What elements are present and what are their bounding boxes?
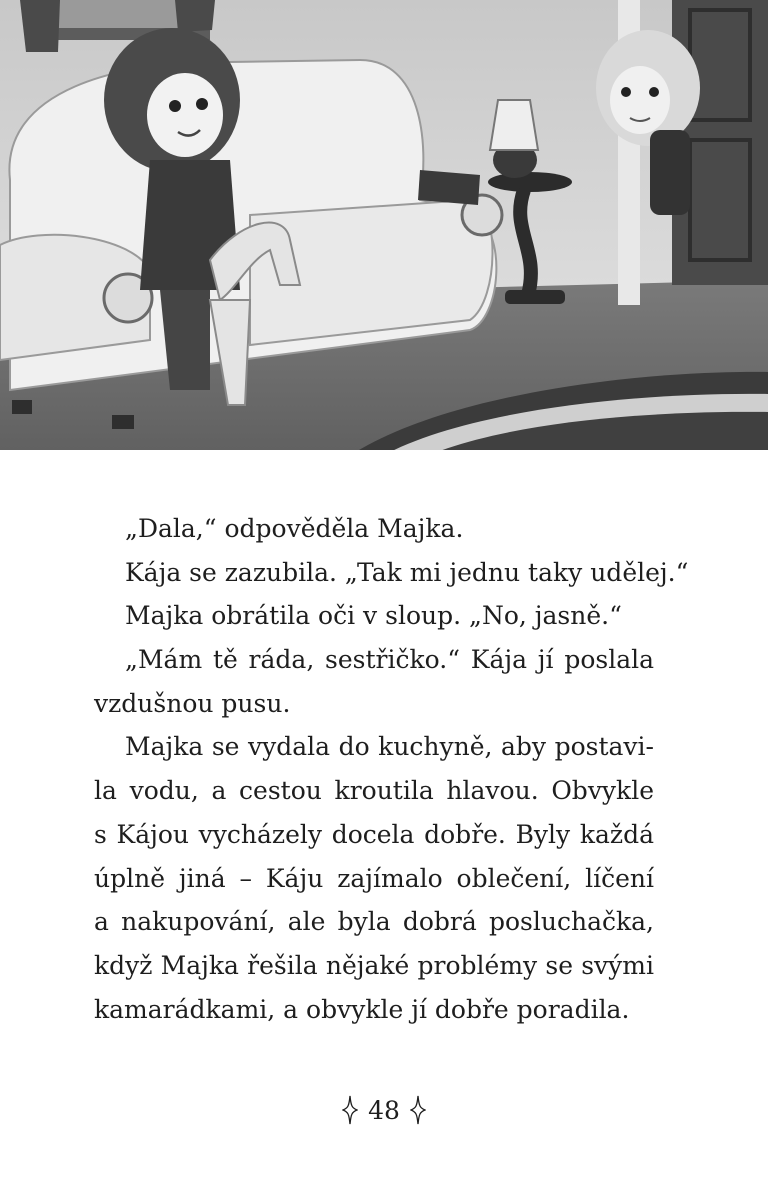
paragraph-line: Majka se vydala do kuchyně, aby postavi- — [125, 732, 654, 762]
paragraph-line: s Kájou vycházely docela dobře. Byly každá — [94, 819, 654, 849]
page-number-footer — [0, 1090, 768, 1130]
paragraph-line: kamarádkami, a obvykle jí dobře poradila. — [94, 994, 630, 1024]
paragraph-line: la vodu, a cestou kroutila hlavou. Obvykle — [94, 776, 654, 806]
sparkle-icon — [410, 1095, 426, 1125]
chapter-illustration — [0, 0, 768, 470]
sparkle-icon — [342, 1095, 358, 1125]
paragraph-line: vzdušnou pusu. — [94, 688, 291, 718]
paragraph-line: Majka obrátila oči v sloup. „No, jasně.“ — [125, 601, 622, 631]
paragraph-line: „Mám tě ráda, sestřičko.“ Kája jí poslala — [125, 645, 654, 675]
body-text — [94, 507, 689, 1031]
paragraph-line: „Dala,“ odpověděla Majka. — [125, 514, 464, 543]
paragraph-line: když Majka řešila nějaké problémy se svými — [94, 950, 654, 980]
paragraph-line: Kája se zazubila. „Tak mi jednu taky udělej.“ — [125, 557, 689, 587]
paragraph-line: úplně jiná – Káju zajímalo oblečení, líčení — [94, 863, 654, 893]
paragraph-line: a nakupování, ale byla dobrá posluchačka, — [94, 907, 654, 937]
illustration-two-girls-living-room-icon — [0, 0, 768, 470]
page-number: 48 — [368, 1095, 400, 1125]
